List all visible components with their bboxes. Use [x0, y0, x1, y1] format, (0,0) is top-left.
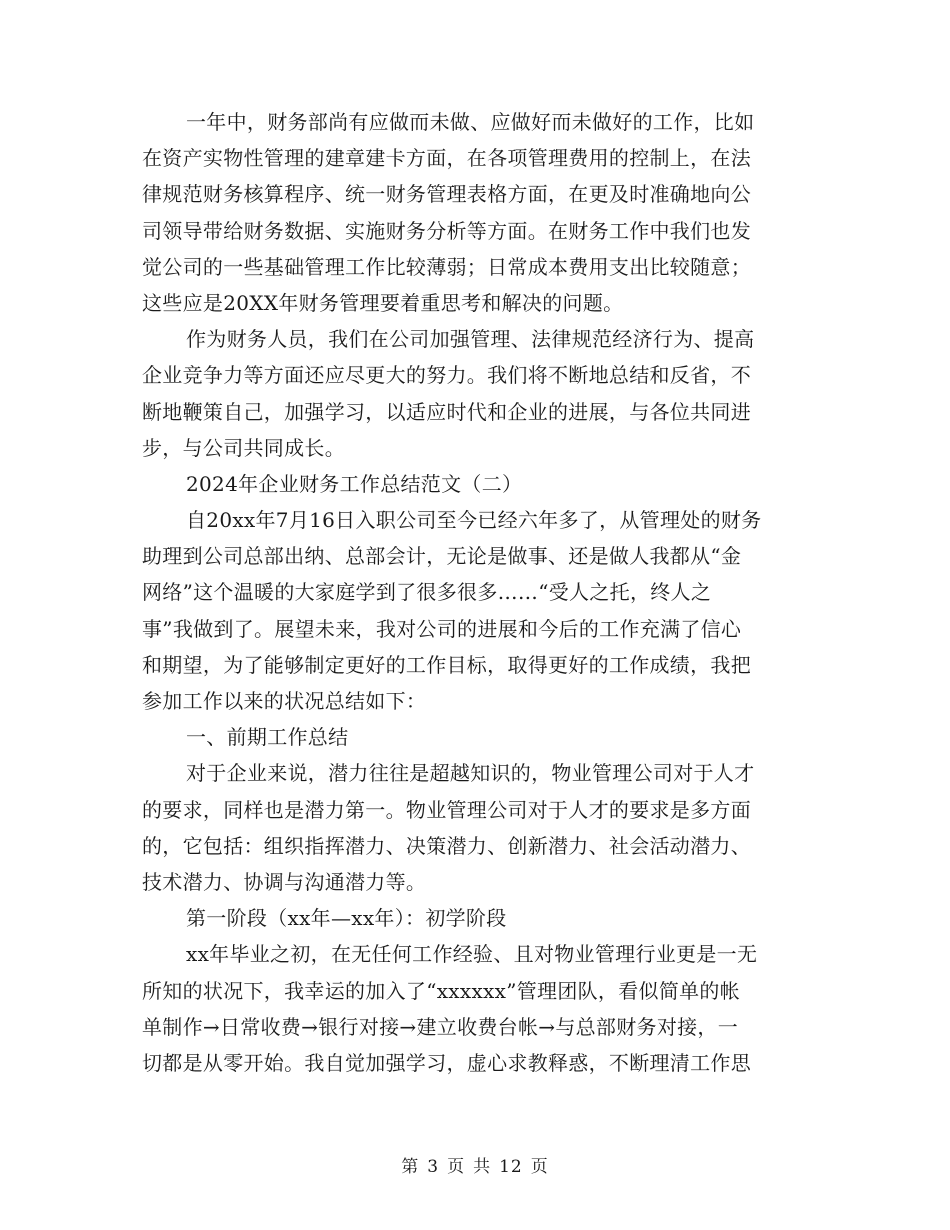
- text-line: 的要求，同样也是潜力第一。物业管理公司对于人才的要求是多方面: [142, 797, 751, 822]
- text-line: xx年毕业之初，在无任何工作经验、且对物业管理行业更是一无: [186, 942, 758, 967]
- text-line: 的，它包括：组织指挥潜力、决策潜力、创新潜力、社会活动潜力、: [142, 833, 751, 858]
- section-title: 2024年企业财务工作总结范文（二）: [186, 471, 523, 496]
- text-line: 作为财务人员，我们在公司加强管理、法律规范经济行为、提高: [186, 327, 755, 352]
- text-line: 在资产实物性管理的建章建卡方面，在各项管理费用的控制上，在法: [142, 146, 751, 171]
- footer-label-unit2: 页: [530, 1157, 549, 1177]
- section-heading: 第一阶段（xx年—xx年）：初学阶段: [186, 906, 507, 931]
- text-line: 助理到公司总部出纳、总部会计，无论是做事、还是做人我都从“金: [142, 544, 742, 569]
- text-line: 步，与公司共同成长。: [142, 435, 345, 460]
- text-line: 事”我做到了。展望未来，我对公司的进展和今后的工作充满了信心: [142, 616, 742, 641]
- page-footer: [0, 1152, 950, 1177]
- text-line: 对于企业来说，潜力往往是超越知识的，物业管理公司对于人才: [186, 761, 755, 786]
- footer-label-page: 第: [401, 1157, 420, 1177]
- text-line: 觉公司的一些基础管理工作比较薄弱；日常成本费用支出比较随意；: [142, 254, 751, 279]
- text-line: 这些应是20XX年财务管理要着重思考和解决的问题。: [142, 290, 624, 315]
- text-line: 和期望，为了能够制定更好的工作目标，取得更好的工作成绩，我把: [142, 652, 751, 677]
- total-pages: 12: [499, 1157, 523, 1177]
- text-line: 企业竞争力等方面还应尽更大的努力。我们将不断地总结和反省，不: [142, 363, 751, 388]
- text-line: 一年中，财务部尚有应做而未做、应做好而未做好的工作，比如: [186, 110, 755, 134]
- footer-label-total: 共: [473, 1157, 492, 1177]
- text-line: 切都是从零开始。我自觉加强学习，虚心求教释惑，不断理清工作思: [142, 1050, 751, 1075]
- text-line: 网络”这个温暖的大家庭学到了很多很多……“受人之托，终人之: [142, 580, 712, 605]
- text-line: 司领导带给财务数据、实施财务分析等方面。在财务工作中我们也发: [142, 218, 751, 243]
- text-line: 自20xx年7月16日入职公司至今已经六年多了，从管理处的财务: [186, 508, 762, 533]
- text-line: 单制作→日常收费→银行对接→建立收费台帐→与总部财务对接，一: [142, 1014, 739, 1039]
- page-number: 3: [427, 1157, 440, 1177]
- text-line: 律规范财务核算程序、统一财务管理表格方面，在更及时准确地向公: [142, 182, 751, 207]
- document-body: [142, 104, 822, 1081]
- section-heading: 一、前期工作总结: [186, 725, 349, 750]
- text-line: 参加工作以来的状况总结如下：: [142, 689, 427, 713]
- footer-label-unit: 页: [447, 1157, 466, 1177]
- text-line: 所知的状况下，我幸运的加入了“xxxxxx”管理团队，看似简单的帐: [142, 978, 741, 1003]
- text-line: 断地鞭策自己，加强学习，以适应时代和企业的进展，与各位共同进: [142, 399, 751, 424]
- text-line: 技术潜力、协调与沟通潜力等。: [142, 869, 427, 894]
